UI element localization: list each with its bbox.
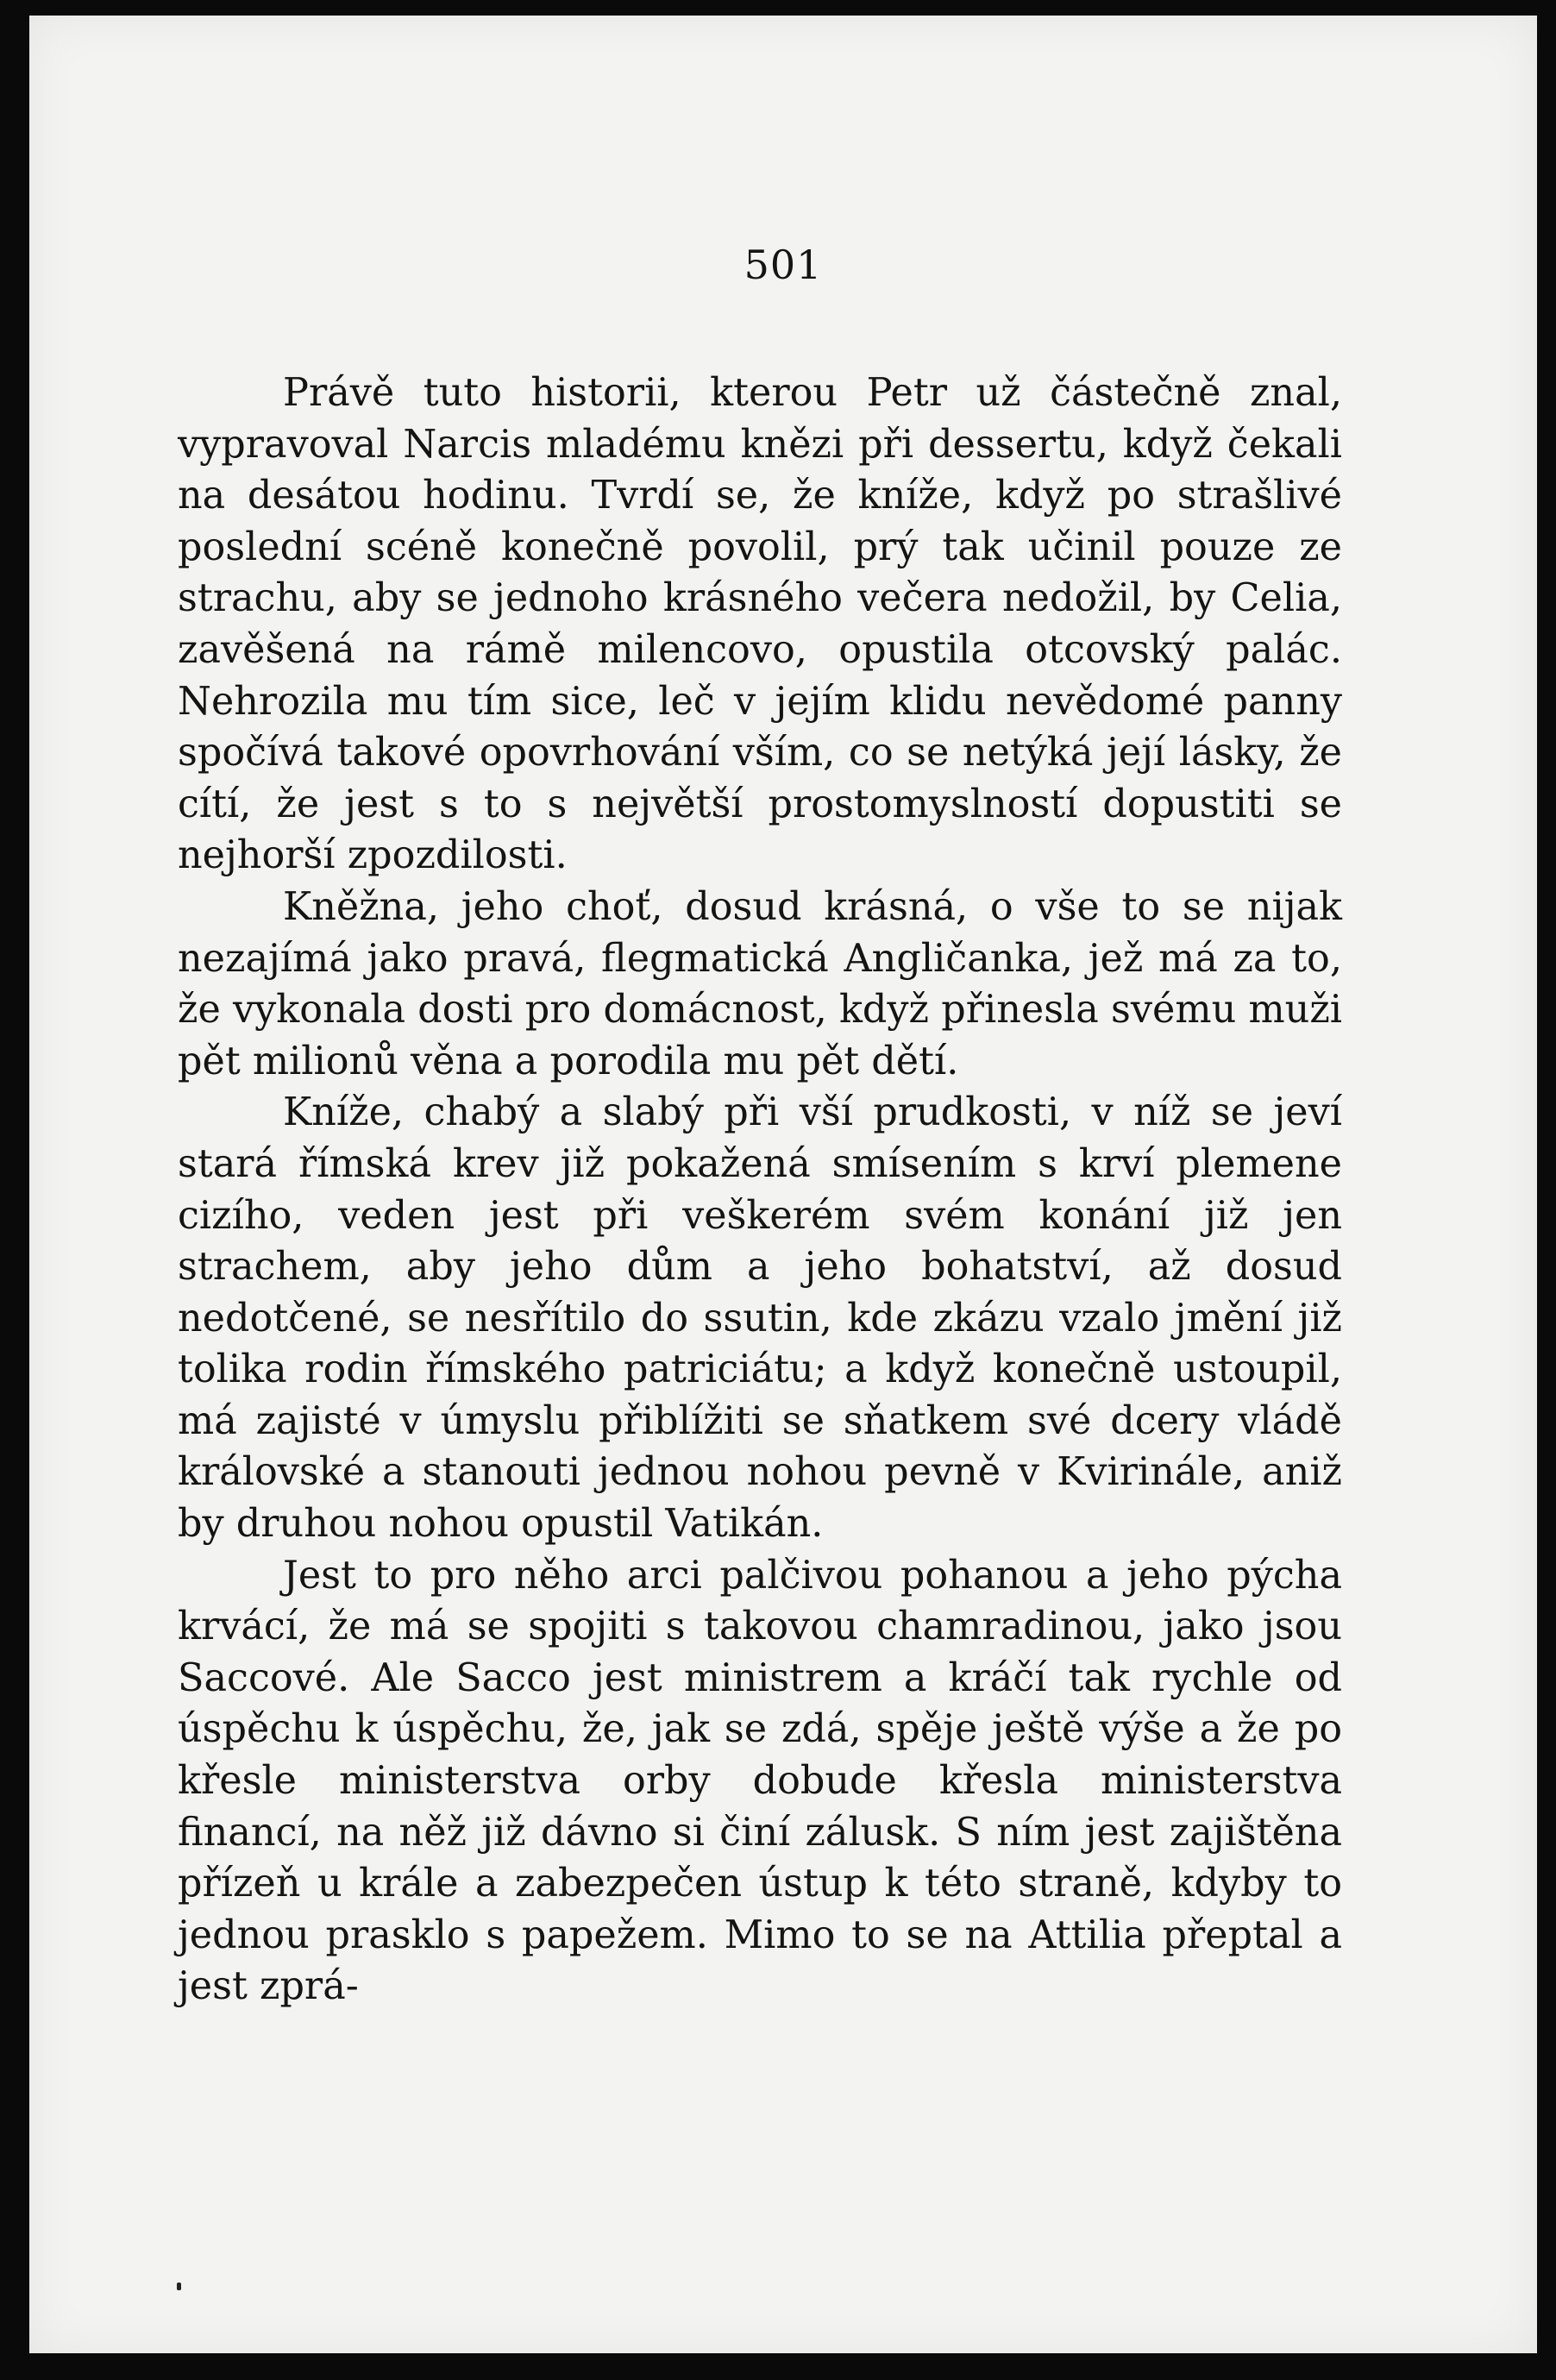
scan-speck [177, 2283, 181, 2290]
page-number: 501 [743, 242, 823, 288]
paragraph-3: Kníže, chabý a slabý při vší prudkosti, v níž se jeví stará římská krev již pokažená smísením s krví plemene cizího, veden jest při veškerém svém konání již jen strachem, aby jeho dům a jeho bohatství, až dosud nedotčené, se nesřítilo do ssutin, kde zkázu vzalo jmění již tolika rodin římského patriciátu; a když konečně ustoupil, má zajisté v úmyslu přiblížiti se sňatkem své dcery vládě královské a stanouti jednou nohou pevně v Kvirinále, aniž by druhou nohou opustil Vatikán. [178, 1090, 1342, 1547]
paragraph-1: Právě tuto historii, kterou Petr už částečně znal, vypravoval Narcis mladému knězi při dessertu, když čekali na desátou hodinu. Tvrdí se, že kníže, když po strašlivé poslední scéně konečně povolil, prý tak učinil pouze ze strachu, aby se jednoho krásného večera nedožil, by Celia, zavěšená na rámě milencovo, opustila otcovský palác. Nehrozila mu tím sice, leč v jejím klidu nevědomé panny spočívá takové opovrhování vším, co se netýká její lásky, že cítí, že jest s to s největší prostomyslností dopustiti se nejhorší zpozdilosti. [178, 371, 1342, 878]
paragraph-4: Jest to pro něho arci palčivou pohanou a jeho pýcha krvácí, že má se spojiti s takovou chamradinou, jako jsou Saccové. Ale Sacco jest ministrem a kráčí tak rychle od úspěchu k úspěchu, že, jak se zdá, spěje ještě výše a že po křesle ministerstva orby dobude křesla ministerstva financí, na něž již dávno si činí zálusk. S ním jest zajištěna přízeň u krále a zabezpečen ústup k této straně, kdyby to jednou prasklo s papežem. Mimo to se na Attilia přeptal a jest zprá- [178, 1553, 1342, 2009]
body-text [178, 367, 1342, 2013]
book-page [29, 16, 1537, 2353]
paragraph-2: Kněžna, jeho choť, dosud krásná, o vše to se nijak nezajímá jako pravá, flegmatická Angličanka, jež má za to, že vykonala dosti pro domácnost, když přinesla svému muži pět milionů věna a porodila mu pět dětí. [178, 884, 1342, 1083]
